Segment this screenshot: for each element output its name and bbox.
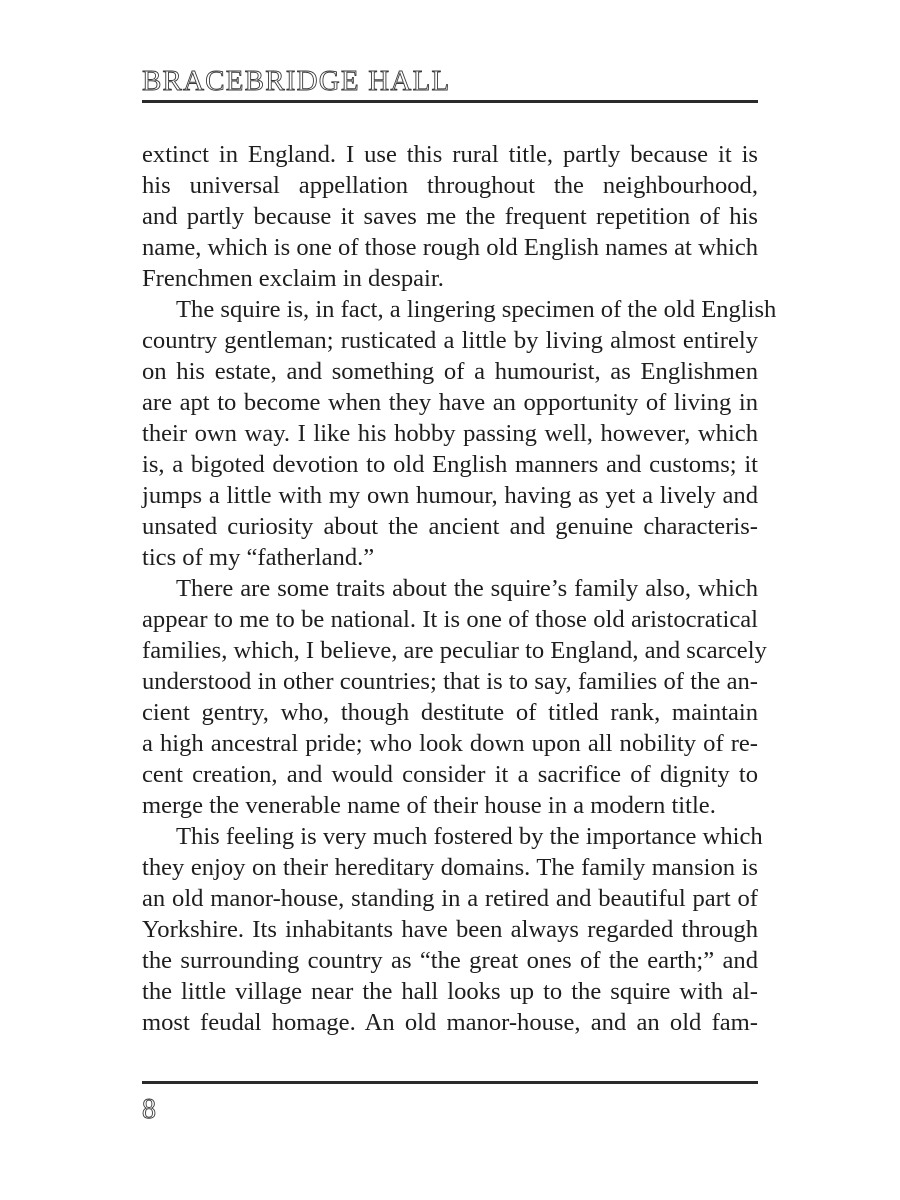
text-line: country gentleman; rusticated a little by living almost entirely bbox=[142, 327, 758, 354]
body-text bbox=[142, 139, 777, 1038]
paragraph bbox=[142, 821, 763, 1038]
header-rule bbox=[142, 100, 758, 103]
text-line: unsated curiosity about the ancient and genuine characteris- bbox=[142, 513, 758, 540]
text-line: a high ancestral pride; who look down upon all nobility of re- bbox=[142, 730, 758, 757]
text-line: Frenchmen exclaim in despair. bbox=[142, 265, 444, 292]
text-line: name, which is one of those rough old English names at which bbox=[142, 234, 759, 261]
text-line: understood in other countries; that is to say, families of the an- bbox=[142, 668, 758, 695]
text-line: families, which, I believe, are peculiar to England, and scarcely bbox=[142, 637, 767, 664]
paragraph bbox=[142, 294, 777, 573]
text-line: and partly because it saves me the frequent repetition of his bbox=[142, 203, 758, 230]
text-line: appear to me to be national. It is one of those old aristocratical bbox=[142, 606, 758, 633]
text-line: an old manor-house, standing in a retired and beautiful part of bbox=[142, 885, 758, 912]
paragraph bbox=[142, 139, 758, 294]
text-line: on his estate, and something of a humourist, as Englishmen bbox=[142, 358, 758, 385]
text-line: the little village near the hall looks up to the squire with al- bbox=[142, 978, 758, 1005]
text-line: This feeling is very much fostered by the importance which bbox=[176, 823, 763, 850]
text-line: cient gentry, who, though destitute of titled rank, maintain bbox=[142, 699, 758, 726]
text-line: jumps a little with my own humour, having as yet a lively and bbox=[142, 482, 758, 509]
text-line: There are some traits about the squire’s family also, which bbox=[176, 575, 758, 602]
page-number: 8 bbox=[142, 1094, 156, 1125]
footer-rule bbox=[142, 1081, 758, 1084]
text-line: they enjoy on their hereditary domains. The family mansion is bbox=[142, 854, 758, 881]
text-line: most feudal homage. An old manor-house, and an old fam- bbox=[142, 1009, 758, 1036]
text-line: The squire is, in fact, a lingering specimen of the old English bbox=[176, 296, 777, 323]
text-line: tics of my “fatherland.” bbox=[142, 544, 375, 571]
text-line: their own way. I like his hobby passing well, however, which bbox=[142, 420, 758, 447]
text-line: Yorkshire. Its inhabitants have been always regarded through bbox=[142, 916, 758, 943]
paragraph bbox=[142, 573, 767, 821]
text-line: extinct in England. I use this rural title, partly because it is bbox=[142, 141, 758, 168]
running-head-title: BRACEBRIDGE HALL bbox=[142, 65, 451, 97]
text-line: cent creation, and would consider it a sacrifice of dignity to bbox=[142, 761, 758, 788]
text-line: the surrounding country as “the great ones of the earth;” and bbox=[142, 947, 758, 974]
text-line: his universal appellation throughout the neighbourhood, bbox=[142, 172, 758, 199]
text-line: are apt to become when they have an opportunity of living in bbox=[142, 389, 758, 416]
text-line: is, a bigoted devotion to old English manners and customs; it bbox=[142, 451, 758, 478]
text-line: merge the venerable name of their house in a modern title. bbox=[142, 792, 716, 819]
